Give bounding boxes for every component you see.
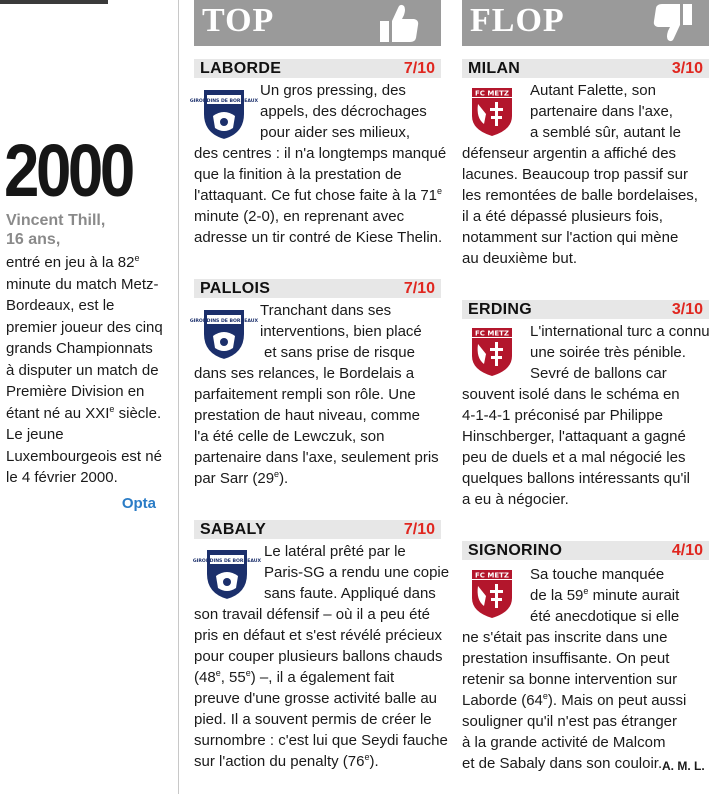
text-line: au deuxième but. [462, 250, 578, 267]
sidebar-text-line: Luxembourgeois est né [6, 447, 162, 465]
text-line: a eu à négocier. [462, 491, 569, 508]
thumbs-up-icon [376, 2, 422, 44]
text-line: prestation insuffisante. On peut [462, 650, 670, 667]
text-line: à la grande activité de Malcom [462, 734, 666, 751]
sidebar-text-line: premier joueur des cinq [6, 318, 163, 336]
text-line: surnombre : c'est lui que Seydi fauche [194, 732, 448, 749]
crest-label: FC METZ [475, 89, 509, 98]
top-section-header [194, 0, 441, 46]
text-line: que la finition à la prestation de [194, 166, 402, 183]
rating-value: 4/10 [671, 542, 703, 559]
text-line: par Sarr (29e). [194, 469, 289, 487]
text-line: parfaitement rempli son rôle. Une [194, 386, 416, 403]
text-line: Autant Falette, son [530, 82, 656, 99]
sidebar-text-line: Le jeune [6, 426, 64, 443]
player-name: PALLOIS [200, 280, 271, 297]
top-section-title: TOP [202, 2, 275, 39]
text-line: et sans prise de risque [264, 344, 415, 361]
rating-header-pallois [194, 279, 441, 298]
text-line: l'attaquant. Ce fut chose faite à la 71e [194, 186, 443, 204]
text-line: Sevré de ballons car [530, 365, 667, 382]
player-name: ERDING [468, 301, 533, 318]
rating-header-laborde [194, 59, 441, 78]
rating-value: 7/10 [403, 280, 435, 297]
text-line: été anecdotique si elle [530, 608, 680, 625]
player-name: SABALY [200, 521, 267, 538]
text-line: notamment sur l'action qui mène [462, 229, 679, 246]
player-name: SIGNORINO [468, 542, 563, 559]
text-line: Hinschberger, l'attaquant a gagné [462, 428, 686, 445]
text-line: Paris-SG a rendu une copie [264, 564, 450, 581]
rating-value: 3/10 [671, 60, 703, 77]
column-divider [178, 0, 179, 794]
crest-label: GIRONDINS DE BORDEAUX [189, 319, 259, 324]
text-line: les remontées de balle bordelaises, [462, 187, 698, 204]
text-line: minute (2-0), en reprenant avec [194, 208, 405, 225]
sidebar-text-line: Première Division en [6, 383, 145, 400]
rating-value: 3/10 [671, 301, 703, 318]
text-line: quelques ballons intéressants qu'il [462, 470, 691, 487]
rating-header-signorino [462, 541, 709, 560]
text-line: l'a été celle de Lewczuk, son [194, 428, 385, 445]
source-credit: Opta [121, 495, 156, 512]
rating-header-milan [462, 59, 709, 78]
flop-section-header [462, 0, 709, 46]
text-line: de la 59e minute aurait [530, 586, 680, 604]
player-name: Vincent Thill, [6, 212, 106, 229]
sidebar-text-line: étant né au XXIe siècle. [6, 403, 162, 422]
text-line: Le latéral prêté par le [264, 543, 406, 560]
flop-section-title: FLOP [470, 2, 565, 39]
player-name: LABORDE [200, 60, 282, 77]
text-line: pour aider ses milieux, [260, 124, 411, 141]
crest-label: GIRONDINS DE BORDEAUX [192, 559, 262, 564]
text-line: sur l'action du penalty (76e). [194, 752, 379, 770]
text-line: a semblé sûr, autant le [530, 124, 681, 141]
text-line: Laborde (64e). Mais on peut aussi [462, 691, 687, 709]
stat-number: 2000 [4, 129, 132, 212]
text-line: ne s'était pas inscrite dans une [462, 629, 668, 646]
text-line: souvent isolé dans le schéma en [462, 386, 680, 403]
text-line: Un gros pressing, des [260, 82, 406, 99]
text-line: des centres : il n'a longtemps manqué [194, 145, 447, 162]
sidebar-text-line: entré en jeu à la 82e [6, 253, 140, 271]
rating-body-erding [462, 321, 709, 521]
text-line: interventions, bien placé [260, 323, 422, 340]
crest-label: FC METZ [475, 329, 509, 338]
text-line: défenseur argentin a affiché des [462, 145, 677, 162]
text-line: preuve d'une grosse activité balle au [194, 690, 438, 707]
text-line: peu de duels et a mal négocié les [462, 449, 686, 466]
text-line: 4-1-4-1 préconisé par Philippe [462, 407, 663, 424]
rating-body-milan [462, 80, 709, 280]
text-line: il a été dépassé plusieurs fois, [462, 208, 663, 225]
text-line: pied. Il a souvent permis de créer le [194, 711, 432, 728]
sidebar-text-line: à disputer un match de [6, 361, 159, 379]
text-line: et de Sabaly dans son couloir. [462, 755, 663, 772]
sidebar-text-line: Bordeaux, est le [6, 297, 115, 314]
text-line: pris en défaut et s'est révélé précieux [194, 627, 442, 644]
rating-value: 7/10 [403, 60, 435, 77]
rating-header-sabaly [194, 520, 441, 539]
rating-body-pallois [194, 300, 441, 500]
text-line: Tranchant dans ses [260, 302, 392, 319]
player-name: MILAN [468, 60, 521, 77]
text-line: sans faute. Appliqué dans [264, 585, 436, 602]
text-line: Sa touche manquée [530, 566, 665, 583]
rating-body-sabaly [194, 541, 450, 781]
text-line: prestation de haut niveau, comme [194, 407, 420, 424]
crest-label: FC METZ [475, 571, 509, 580]
player-age: 16 ans, [6, 231, 61, 248]
text-line: dans ses relances, le Bordelais a [194, 365, 415, 382]
sidebar-text-line: minute du match Metz- [6, 275, 159, 293]
text-line: partenaire dans l'axe, seulement pris [194, 449, 439, 466]
rating-body-laborde [194, 80, 447, 260]
text-line: lacunes. Beaucoup trop passif sur [462, 166, 688, 183]
author-signature: A. M. L. [662, 759, 705, 773]
text-line: pour couper plusieurs ballons chauds [194, 648, 443, 665]
text-line: son travail défensif – où il a peu été [194, 606, 430, 623]
text-line: appels, des décrochages [260, 103, 427, 120]
sidebar-text-line: grands Championnats [6, 340, 153, 357]
crest-label: GIRONDINS DE BORDEAUX [189, 99, 259, 104]
text-line: adresse un tir contré de Kiese Thelin. [194, 229, 443, 246]
rating-body-signorino [462, 564, 709, 794]
rating-header-erding [462, 300, 709, 319]
text-line: L'international turc a connu [530, 323, 710, 340]
sidebar-top-bar [0, 0, 108, 4]
text-line: retenir sa bonne intervention sur [462, 671, 678, 688]
rating-value: 7/10 [403, 521, 435, 538]
text-line: partenaire dans l'axe, [530, 103, 673, 120]
text-line: (48e, 55e) –, il a également fait [194, 668, 395, 686]
thumbs-down-icon [650, 2, 696, 44]
text-line: souligner qu'il n'est pas étranger [462, 713, 678, 730]
text-line: une soirée très pénible. [530, 344, 686, 361]
sidebar-text-line: le 4 février 2000. [6, 469, 118, 486]
